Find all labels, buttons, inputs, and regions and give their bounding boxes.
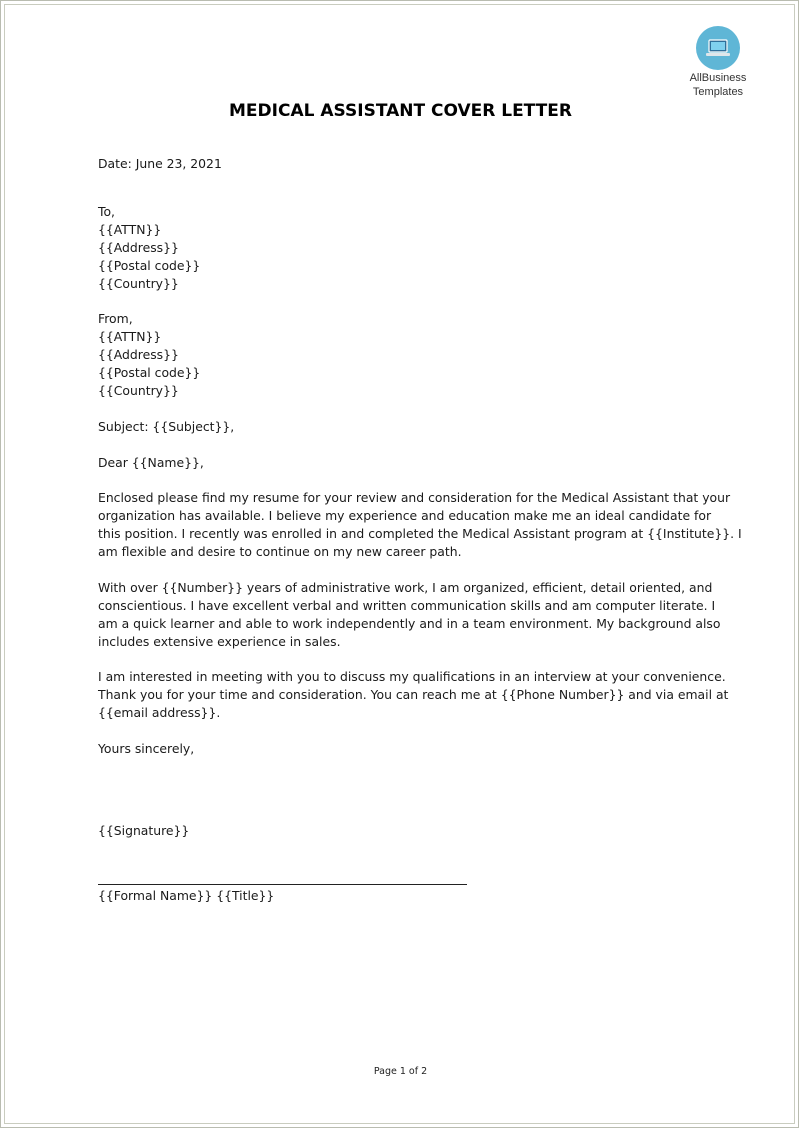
- from-attn: {{ATTN}}: [98, 329, 162, 344]
- to-label: To,: [98, 204, 115, 219]
- formal-name-title: {{Formal Name}} {{Title}}: [98, 888, 275, 903]
- subject-line: Subject: {{Subject}},: [98, 419, 235, 434]
- closing-line: Yours sincerely,: [98, 741, 195, 756]
- to-attn: {{ATTN}}: [98, 222, 162, 237]
- from-address: {{Address}}: [98, 347, 179, 362]
- signature-rule: [98, 884, 467, 885]
- paragraph-line: am a quick learner and able to work independently and in a team environment. My background also: [98, 616, 721, 631]
- paragraph-line: I am interested in meeting with you to discuss my qualifications in an interview at your convenience.: [98, 669, 726, 684]
- document-title: MEDICAL ASSISTANT COVER LETTER: [229, 101, 572, 121]
- page-number: Page 1 of 2: [373, 1066, 428, 1077]
- to-country: {{Country}}: [98, 276, 179, 291]
- logo-text-line1: AllBusiness: [689, 72, 747, 84]
- paragraph-closing: [98, 668, 729, 722]
- from-country: {{Country}}: [98, 383, 179, 398]
- paragraph-line: conscientious. I have excellent verbal and written communication skills and am computer literate. I: [98, 598, 716, 613]
- paragraph-line: Enclosed please find my resume for your review and consideration for the Medical Assistant that your: [98, 490, 731, 505]
- paragraph-intro: [98, 489, 742, 561]
- allbusiness-logo[interactable]: [684, 26, 752, 98]
- signature-placeholder: {{Signature}}: [98, 823, 190, 838]
- salutation: Dear {{Name}},: [98, 455, 204, 470]
- paragraph-line: With over {{Number}} years of administrative work, I am organized, efficient, detail oriented, and: [98, 580, 713, 595]
- paragraph-line: am flexible and desire to continue on my new career path.: [98, 544, 462, 559]
- date-line: Date: June 23, 2021: [98, 156, 222, 171]
- laptop-icon: [696, 26, 740, 70]
- paragraph-line: this position. I recently was enrolled in and completed the Medical Assistant program at {{Institute}}. I: [98, 526, 742, 541]
- paragraph-line: {{email address}}.: [98, 705, 221, 720]
- paragraph-line: includes extensive experience in sales.: [98, 634, 341, 649]
- to-address: {{Address}}: [98, 240, 179, 255]
- paragraph-line: organization has available. I believe my experience and education make me an ideal candidate for: [98, 508, 712, 523]
- paragraph-experience: [98, 579, 721, 651]
- paragraph-line: Thank you for your time and consideration. You can reach me at {{Phone Number}} and via email at: [98, 687, 729, 702]
- from-label: From,: [98, 311, 133, 326]
- from-postal-code: {{Postal code}}: [98, 365, 201, 380]
- logo-text-line2: Templates: [692, 86, 744, 98]
- to-postal-code: {{Postal code}}: [98, 258, 201, 273]
